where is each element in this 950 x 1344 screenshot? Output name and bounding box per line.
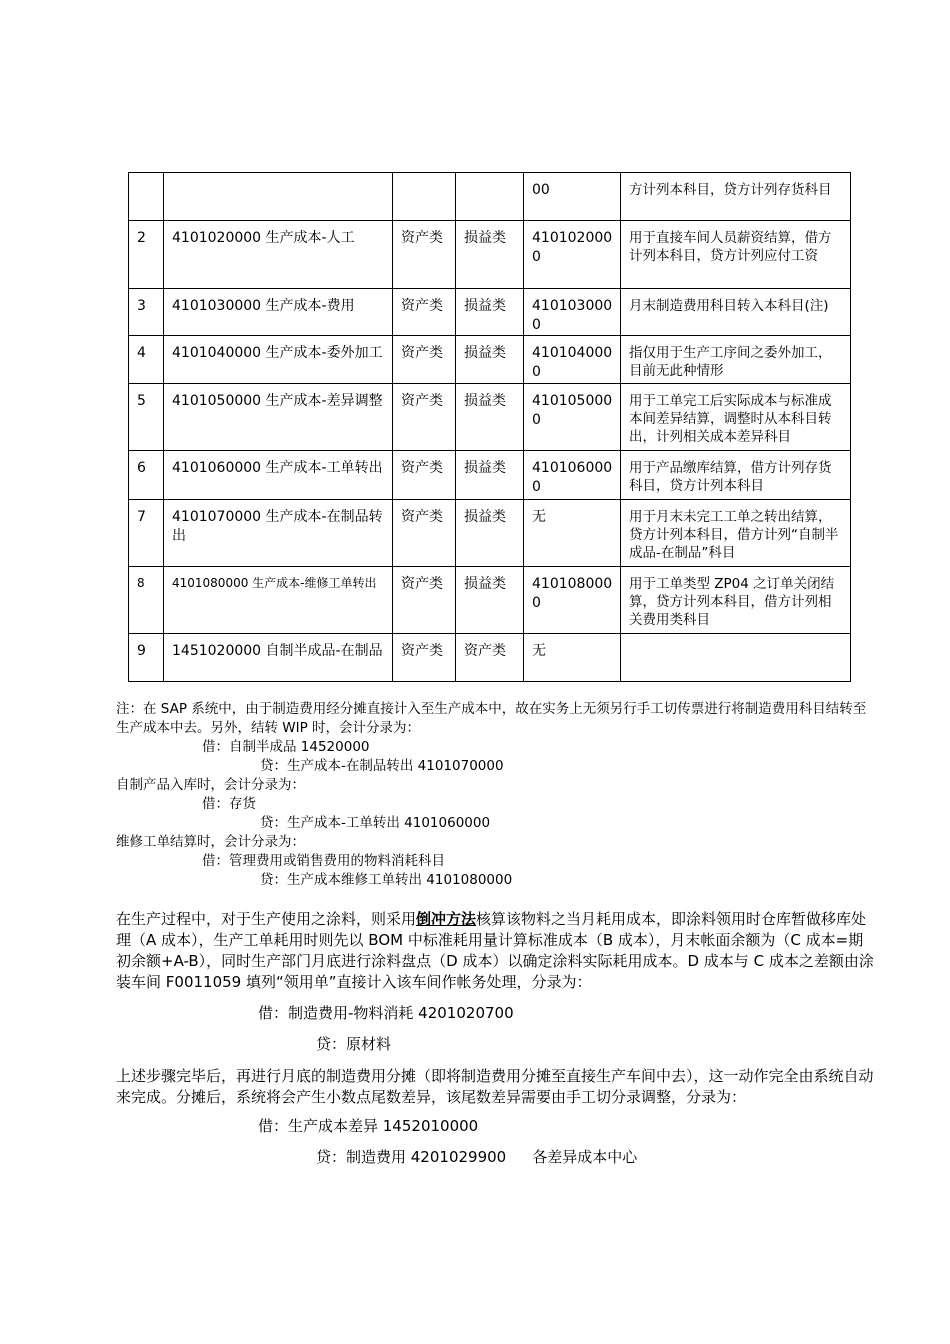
account-category: 损益类 (456, 567, 524, 634)
account-category: 损益类 (456, 500, 524, 567)
row-number (129, 173, 164, 221)
cost-center-note: 各差异成本中心 (532, 1148, 638, 1166)
account-category: 损益类 (456, 336, 524, 384)
journal-credit: 贷：原材料 (316, 1035, 392, 1053)
row-number: 5 (129, 384, 164, 451)
account-code: 无 (524, 500, 621, 567)
account-description (621, 634, 851, 682)
account-type: 资产类 (393, 221, 456, 289)
account-description: 用于月末未完工工单之转出结算，贷方计列本科目，借方计列“自制半成品-在制品”科目 (621, 500, 851, 567)
account-category: 损益类 (456, 289, 524, 336)
row-number: 9 (129, 634, 164, 682)
account-description: 用于产品缴库结算，借方计列存货科目，贷方计列本科目 (621, 451, 851, 500)
account-description: 用于工单完工后实际成本与标准成本间差异结算，调整时从本科目转出，计列相关成本差异科目 (621, 384, 851, 451)
note-text: 自制产品入库时，会计分录为： (116, 777, 305, 793)
account-type: 资产类 (393, 289, 456, 336)
note-debit: 借：管理费用或销售费用的物料消耗科目 (202, 853, 445, 869)
account-type: 资产类 (393, 384, 456, 451)
note-text: 维修工单结算时，会计分录为： (116, 834, 305, 850)
row-number: 2 (129, 221, 164, 289)
note-credit: 贷：生产成本维修工单转出 4101080000 (260, 872, 513, 888)
account-type: 资产类 (393, 451, 456, 500)
account-type: 资产类 (393, 567, 456, 634)
account-description: 用于工单类型 ZP04 之订单关闭结算，贷方计列本科目，借方计列相关费用类科目 (621, 567, 851, 634)
account-type (393, 173, 456, 221)
account-code: 4101040000 (524, 336, 621, 384)
bold-term: 倒冲方法 (416, 910, 477, 928)
account-name (164, 173, 393, 221)
row-number: 4 (129, 336, 164, 384)
account-type: 资产类 (393, 336, 456, 384)
row-number: 6 (129, 451, 164, 500)
account-name: 4101040000 生产成本-委外加工 (164, 336, 393, 384)
account-description: 方计列本科目，贷方计列存货科目 (621, 173, 851, 221)
table-row (129, 336, 851, 384)
table-row (129, 634, 851, 682)
account-type: 资产类 (393, 634, 456, 682)
account-category: 损益类 (456, 221, 524, 289)
table-row (129, 221, 851, 289)
journal-debit: 借：制造费用-物料消耗 4201020700 (258, 1004, 514, 1022)
account-description: 指仅用于生产工序间之委外加工，目前无此种情形 (621, 336, 851, 384)
account-code: 4101030000 (524, 289, 621, 336)
account-name: 4101030000 生产成本-费用 (164, 289, 393, 336)
row-number: 8 (129, 567, 164, 634)
account-category: 损益类 (456, 451, 524, 500)
account-code: 00 (524, 173, 621, 221)
journal-credit (316, 1147, 637, 1168)
note-debit: 借：自制半成品 14520000 (202, 739, 370, 755)
account-code: 无 (524, 634, 621, 682)
paragraph-backflush (116, 909, 878, 993)
account-type: 资产类 (393, 500, 456, 567)
table-row (129, 451, 851, 500)
account-code: 4101080000 (524, 567, 621, 634)
account-name: 4101050000 生产成本-差异调整 (164, 384, 393, 451)
account-table (128, 172, 851, 682)
account-name: 4101060000 生产成本-工单转出 (164, 451, 393, 500)
row-number: 7 (129, 500, 164, 567)
account-category: 资产类 (456, 634, 524, 682)
account-code: 4101060000 (524, 451, 621, 500)
account-description: 月末制造费用科目转入本科目(注) (621, 289, 851, 336)
note-credit: 贷：生产成本-在制品转出 4101070000 (260, 758, 504, 774)
journal-debit: 借：生产成本差异 1452010000 (258, 1117, 479, 1135)
row-number: 3 (129, 289, 164, 336)
note-debit: 借：存货 (202, 796, 256, 812)
notes-block (116, 700, 876, 890)
table-row (129, 567, 851, 634)
note-credit: 贷：生产成本-工单转出 4101060000 (260, 815, 491, 831)
paragraph-allocation: 上述步骤完毕后，再进行月底的制造费用分摊（即将制造费用分摊至直接生产车间中去），这一动作完全由系统自动来完成。分摊后，系统将会产生小数点尾数差异，该尾数差异需要由手工切分录调整，分录为： (116, 1067, 874, 1106)
account-code: 4101050000 (524, 384, 621, 451)
table-row (129, 289, 851, 336)
account-name: 4101080000 生产成本-维修工单转出 (164, 567, 393, 634)
journal-credit-text: 贷：制造费用 4201029900 (316, 1148, 507, 1166)
table-row (129, 173, 851, 221)
account-name: 4101020000 生产成本-人工 (164, 221, 393, 289)
note-text: 注：在 SAP 系统中，由于制造费用经分摊直接计入至生产成本中，故在实务上无须另行手工切传票进行将制造费用科目结转至生产成本中去。另外，结转 WIP 时，会计分录为： (116, 701, 867, 736)
account-category (456, 173, 524, 221)
account-name: 1451020000 自制半成品-在制品 (164, 634, 393, 682)
account-name: 4101070000 生产成本-在制品转出 (164, 500, 393, 567)
paragraph-text: 核算该物料之当月耗用成本，即涂料领用时仓库暂做移库处理（A 成本），生产工单耗用时则先以 BOM 中标准耗用量计算标准成本（B 成本），月末帐面余额为（C 成本=期初余额+A-B），同时生产部门月底进行涂料盘点（D 成本）以确定涂料实际耗用成本。D 成本与 C 成本之差额由涂装车间 F0011059 填列“领用单”直接计入该车间作帐务处理，分录为： (116, 910, 874, 991)
account-description: 用于直接车间人员薪资结算，借方计列本科目，贷方计列应付工资 (621, 221, 851, 289)
account-category: 损益类 (456, 384, 524, 451)
table-row (129, 500, 851, 567)
table-row (129, 384, 851, 451)
paragraph-text: 在生产过程中，对于生产使用之涂料，则采用 (116, 910, 417, 928)
account-code: 4101020000 (524, 221, 621, 289)
